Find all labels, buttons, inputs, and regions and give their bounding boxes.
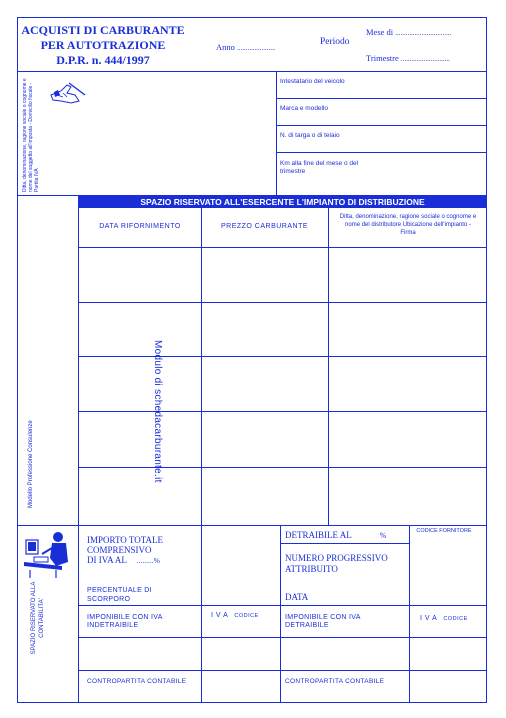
imponibile-detraibile-field[interactable]: IMPONIBILE CON IVA DETRAIBILE	[285, 614, 361, 629]
accounting-col-line	[409, 525, 410, 702]
accounting-left-border	[78, 525, 79, 702]
percentuale-scorporo-field[interactable]: PERCENTUALE DI SCORPORO	[87, 587, 152, 603]
mese-dots: ................................	[395, 29, 452, 37]
codice-fornitore-field[interactable]: CODICE FORNITORE	[416, 528, 472, 534]
station-row-line	[78, 411, 486, 412]
importo-line-1: IMPORTO TOTALE	[87, 535, 163, 545]
title-line-1: ACQUISTI DI CARBURANTE	[21, 23, 185, 37]
accounting-col-line	[201, 525, 202, 702]
accounting-row-line	[78, 670, 486, 671]
data-field[interactable]: DATA	[285, 592, 309, 602]
accounting-col-line	[280, 525, 281, 702]
station-bottom-divider	[18, 525, 486, 526]
station-row-line	[78, 467, 486, 468]
station-row-line	[78, 356, 486, 357]
numero-progressivo-field[interactable]: NUMERO PROGRESSIVO ATTRIBUITO	[285, 553, 388, 574]
anno-label: Anno	[216, 42, 235, 52]
detraibile-field[interactable]	[285, 530, 386, 540]
station-row-line	[78, 302, 486, 303]
form-title	[18, 23, 188, 68]
iva-right-field[interactable]	[420, 615, 468, 623]
vehicle-row-line	[276, 152, 486, 153]
watermark-text: Modulo di schedacarburante.it	[152, 340, 163, 483]
contropartita-right-field[interactable]: CONTROPARTITA CONTABILE	[285, 678, 385, 685]
vehicle-model-field[interactable]: Marca e modello	[280, 105, 329, 112]
detraibile-percent: %	[379, 531, 387, 540]
owner-side-text: Ditta, denominazione, ragione sociale o cognome e nome del soggetto all'imposta - Domicilio fiscale - Partita IVA	[22, 78, 40, 192]
codice-left-label: CODICE	[234, 613, 259, 619]
col-date-header: DATA RIFORNIMENTO	[99, 223, 181, 230]
title-line-3: D.P.R. n. 444/1997	[56, 53, 150, 67]
accounting-side-text: SPAZIO RISERVATO ALLA CONTABILITA'	[31, 581, 45, 655]
anno-dots: ......................	[237, 44, 276, 52]
importo-line-3-wrap	[87, 555, 163, 566]
codice-right-label: CODICE	[443, 616, 468, 622]
hand-pen-icon	[49, 81, 87, 112]
importo-line-3: DI IVA AL	[87, 555, 127, 565]
iva-left-label: I V A	[211, 612, 228, 619]
vehicle-owner-field[interactable]: Intestatario del veicolo	[280, 78, 345, 85]
importo-totale-field[interactable]	[87, 535, 163, 566]
contropartita-left-field[interactable]: CONTROPARTITA CONTABILE	[87, 678, 187, 685]
header-divider	[18, 71, 486, 72]
trimestre-dots: ............................	[400, 55, 450, 63]
fuel-card-form	[17, 17, 487, 703]
mese-field[interactable]	[366, 27, 451, 37]
vehicle-km-field[interactable]: Km alla fine del mese o del trimestre	[280, 160, 359, 175]
accounting-row-line	[78, 637, 486, 638]
title-line-2: PER AUTOTRAZIONE	[40, 38, 166, 52]
vehicle-plate-field[interactable]: N. di targa o di telaio	[280, 132, 340, 139]
station-banner: SPAZIO RISERVATO ALL'ESERCENTE L'IMPIANTO DI DISTRIBUZIONE	[79, 196, 486, 208]
vehicle-row-line	[276, 98, 486, 99]
iva-left-field[interactable]	[211, 612, 259, 620]
model-side-text: Modello Professione Consulenze	[28, 420, 34, 508]
imponibile-indetraibile-field[interactable]: IMPONIBILE CON IVA INDETRAIBILE	[87, 614, 163, 629]
trimestre-field[interactable]	[366, 53, 450, 63]
station-col-line	[201, 208, 202, 525]
importo-dots: .........%	[136, 556, 160, 565]
detraibile-label: DETRAIBILE AL	[285, 530, 352, 540]
station-row-line	[78, 247, 486, 248]
accounting-row-line	[78, 605, 486, 606]
periodo-label: Periodo	[320, 37, 350, 47]
iva-right-label: I V A	[420, 615, 437, 622]
trimestre-label: Trimestre	[366, 53, 399, 63]
col-price-header: PREZZO CARBURANTE	[220, 223, 309, 230]
col-company-header: Ditta, denominazione, ragione sociale o cognome e nome del distributore Ubicazione dell'impianto - Firma	[339, 214, 477, 236]
mese-label: Mese di	[366, 27, 394, 37]
station-col-line	[328, 208, 329, 525]
accounting-row-line	[280, 543, 409, 544]
vehicle-divider	[276, 71, 277, 195]
station-left-border	[78, 195, 79, 525]
importo-line-2: COMPRENSIVO	[87, 545, 152, 555]
vehicle-row-line	[276, 125, 486, 126]
anno-field[interactable]	[216, 42, 276, 52]
